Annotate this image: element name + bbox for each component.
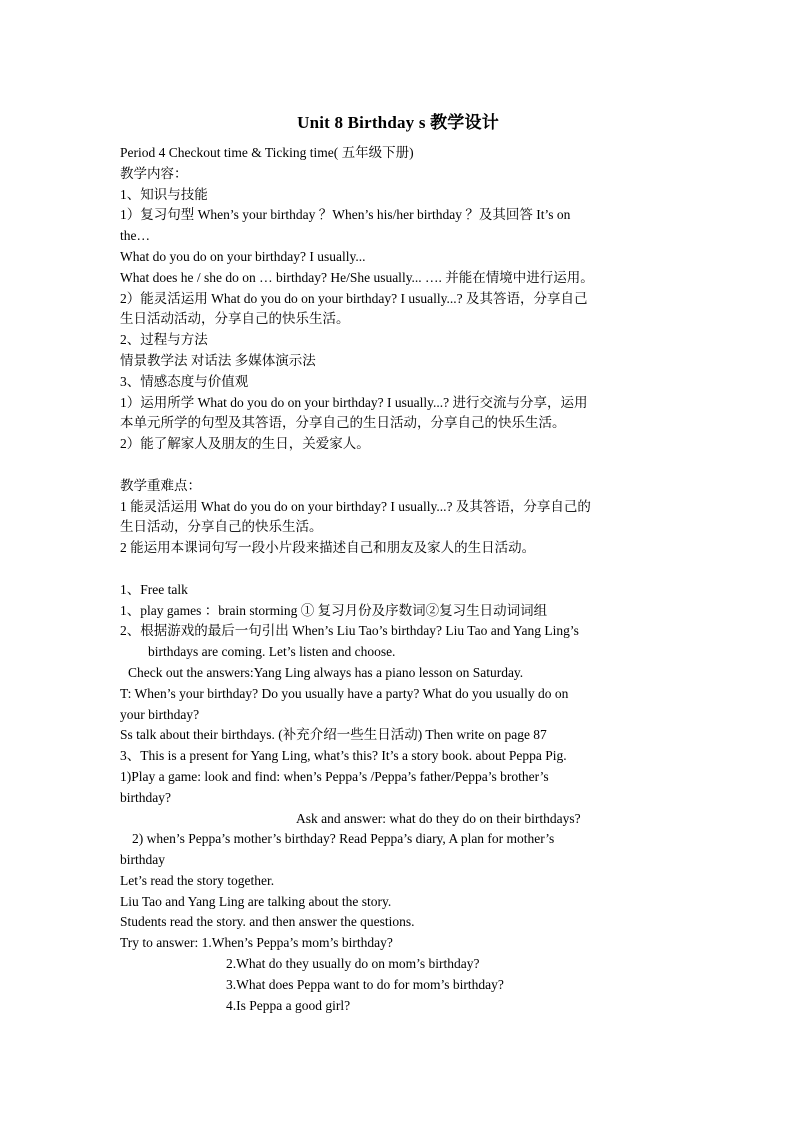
period-line: Period 4 Checkout time & Ticking time( 五年级下册) bbox=[120, 145, 414, 160]
step-line: 2、根据游戏的最后一句引出 When’s Liu Tao’s birthday? Liu Tao and Yang Ling’s bbox=[120, 623, 579, 639]
document-title: Unit 8 Birthday s 教学设计 bbox=[297, 113, 499, 132]
text-line: Ask and answer: what do they do on their birthdays? bbox=[296, 810, 581, 826]
question-line: Try to answer: 1.When’s Peppa’s mom’s birthday? bbox=[120, 935, 393, 951]
text-line: Students read the story. and then answer the questions. bbox=[120, 914, 415, 930]
section-heading: 教学内容： bbox=[120, 165, 188, 181]
step-line: 3、This is a present for Yang Ling, what’s this? It’s a story book. about Peppa Pig. bbox=[120, 748, 567, 764]
step-line: 1、play games ：brain storming ① 复习月份及序数词②复习生日动词词组 bbox=[120, 602, 548, 618]
text-line: 2）能灵活运用 What do you do on your birthday? I usually...? 及其答语，分享自己 bbox=[120, 290, 588, 306]
text-line: 生日活动活动，分享自己的快乐生活。 bbox=[120, 311, 350, 327]
question-line: 2.What do they usually do on mom’s birthday? bbox=[226, 956, 480, 972]
text-line: 2 能运用本课词句写一段小片段来描述自己和朋友及家人的生日活动。 bbox=[120, 540, 536, 556]
text-line: Let’s read the story together. bbox=[120, 872, 275, 888]
text-line: the… bbox=[120, 228, 150, 244]
text-line: Liu Tao and Yang Ling are talking about the story. bbox=[120, 893, 392, 909]
text-line: Ss talk about their birthdays. (补充介绍一些生日活动) Then write on page 87 bbox=[120, 727, 547, 743]
text-line: 1 能灵活运用 What do you do on your birthday? I usually...? 及其答语，分享自己的 bbox=[120, 498, 591, 514]
text-line: birthdays are coming. Let’s listen and choose. bbox=[148, 644, 396, 660]
text-line: 1）复习句型 When’s your birthday ？When’s his/her birthday ？及其回答 It’s on bbox=[120, 207, 571, 223]
text-line: Check out the answers:Yang Ling always has a piano lesson on Saturday. bbox=[128, 664, 524, 680]
text-line: 生日活动，分享自己的快乐生活。 bbox=[120, 519, 323, 535]
blank-line bbox=[120, 559, 676, 580]
question-line: 3.What does Peppa want to do for mom’s birthday? bbox=[226, 976, 504, 992]
subsection-heading: 3、情感态度与价值观 bbox=[120, 373, 249, 389]
text-line: your birthday? bbox=[120, 706, 200, 722]
step-line: 1、Free talk bbox=[120, 581, 188, 597]
text-line: T: When’s your birthday? Do you usually have a party? What do you usually do on bbox=[120, 685, 569, 701]
text-line: What do you do on your birthday? I usually... bbox=[120, 248, 366, 264]
text-line: 2) when’s Peppa’s mother’s birthday? Read Peppa’s diary, A plan for mother’s bbox=[132, 831, 555, 847]
text-line: 1)Play a game: look and find: when’s Peppa’s /Peppa’s father/Peppa’s brother’s bbox=[120, 768, 549, 784]
subsection-heading: 2、过程与方法 bbox=[120, 332, 208, 348]
text-line: 1）运用所学 What do you do on your birthday? I usually...? 进行交流与分享，运用 bbox=[120, 394, 588, 410]
subsection-heading: 1、知识与技能 bbox=[120, 186, 208, 202]
text-line: 本单元所学的句型及其答语，分享自己的生日活动，分享自己的快乐生活。 bbox=[120, 415, 566, 431]
text-line: birthday? bbox=[120, 789, 171, 805]
text-line: birthday bbox=[120, 852, 165, 868]
blank-line bbox=[120, 455, 676, 476]
text-line: 情景教学法 对话法 多媒体演示法 bbox=[120, 352, 316, 368]
text-line: What does he / she do on … birthday? He/She usually... …. 并能在情境中进行运用。 bbox=[120, 269, 594, 285]
document-page bbox=[120, 100, 676, 1016]
section-heading: 教学重难点： bbox=[120, 477, 201, 493]
text-line: 2）能了解家人及朋友的生日，关爱家人。 bbox=[120, 436, 370, 452]
question-line: 4.Is Peppa a good girl? bbox=[226, 997, 351, 1013]
